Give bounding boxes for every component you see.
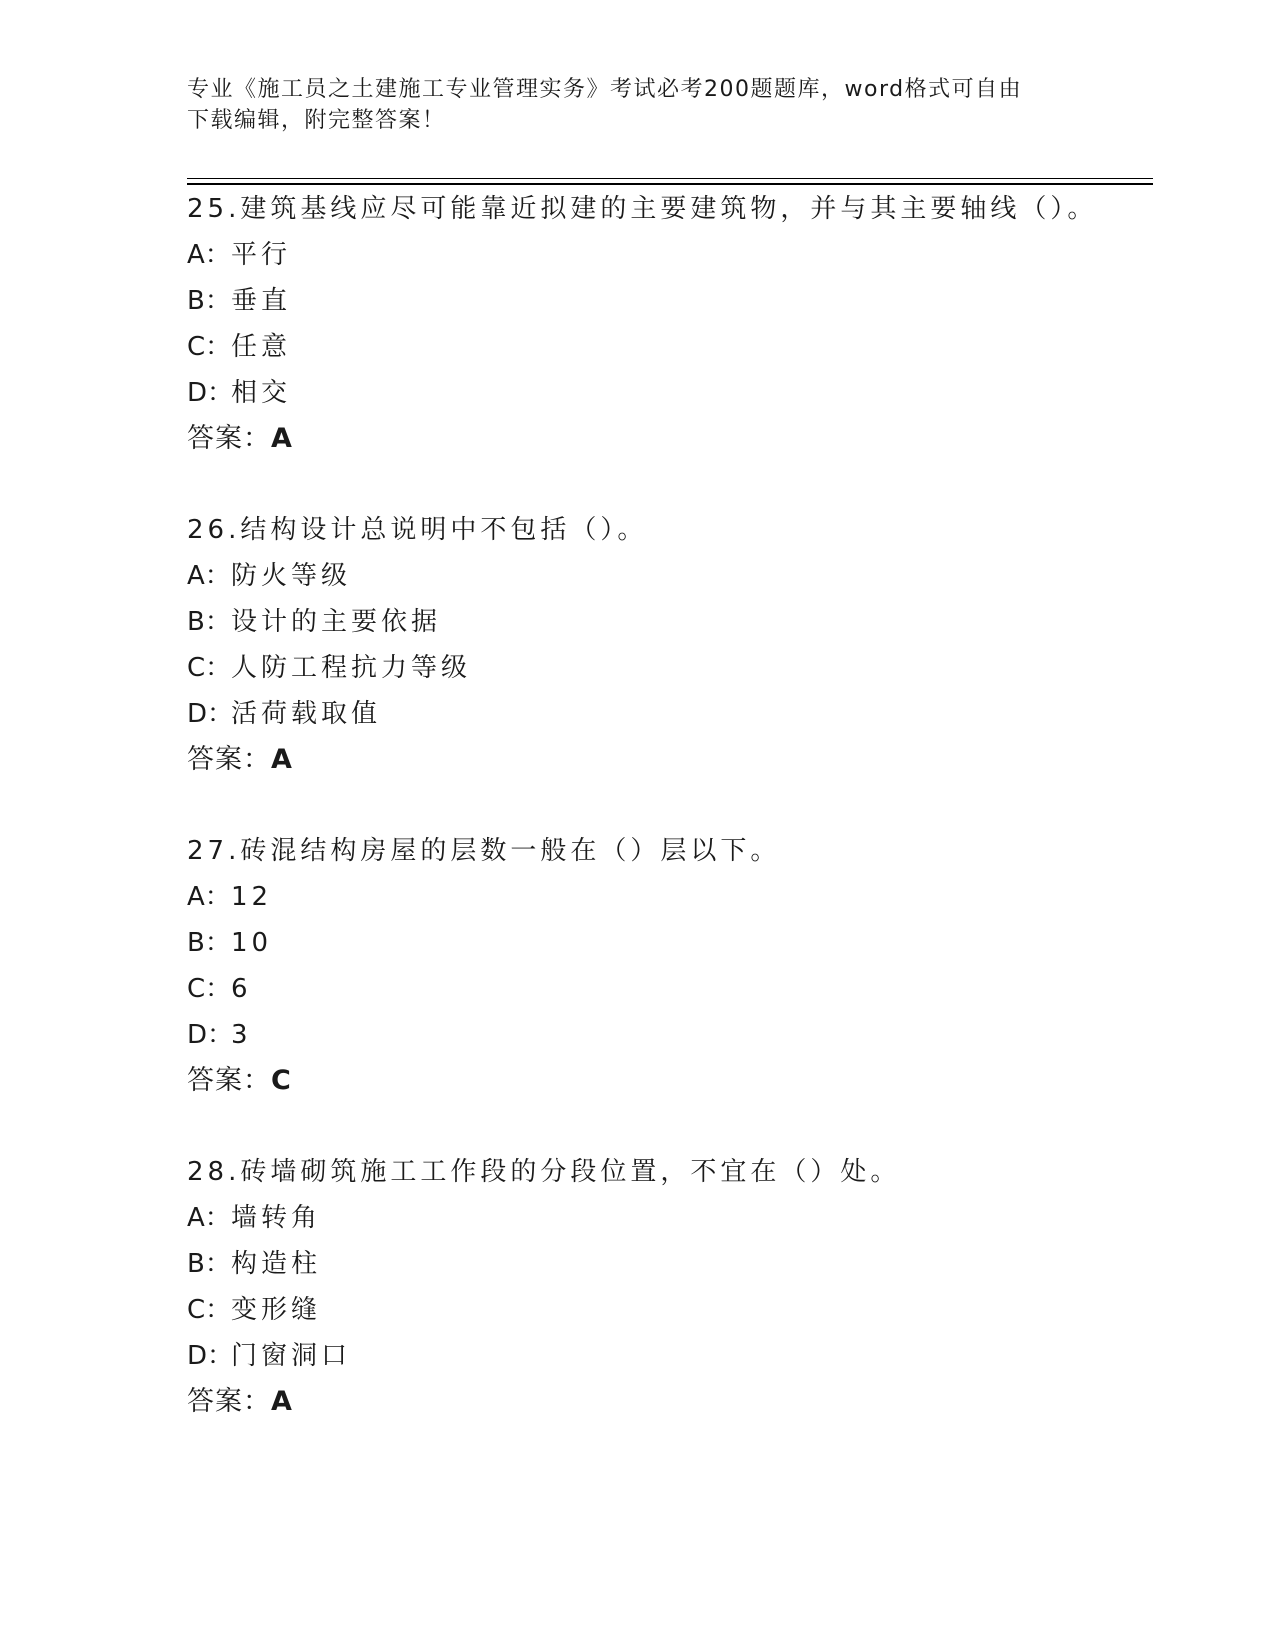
option-a [187,1195,1187,1241]
option-b [187,1241,1187,1287]
question-stem: 26.结构设计总说明中不包括（）。 [187,515,648,545]
option-c [187,645,1187,691]
header-line-1: 专业《施工员之土建施工专业管理实务》考试必考200题题库，word格式可自由 [187,77,1023,102]
question-stem: 27.砖混结构房屋的层数一般在（）层以下。 [187,836,781,866]
option-text: 6 [231,974,252,1004]
option-key: A： [187,561,231,591]
option-c [187,1287,1187,1333]
answer-line [187,737,1187,783]
option-key: B： [187,607,231,637]
option-d [187,691,1187,737]
option-text: 垂直 [231,286,292,316]
option-text: 设计的主要依据 [231,607,442,637]
option-text: 变形缝 [231,1295,322,1325]
option-key: C： [187,653,232,683]
option-text: 防火等级 [231,561,352,591]
header-divider-top [187,178,1153,179]
answer-label: 答案： [187,744,271,775]
option-c [187,966,1187,1012]
answer-value: A [271,744,293,775]
option-text: 3 [231,1020,252,1050]
question-block [187,186,1187,462]
option-text: 活荷载取值 [231,699,382,729]
answer-label: 答案： [187,1386,271,1417]
option-text: 平行 [231,240,292,270]
option-a [187,553,1187,599]
option-a [187,874,1187,920]
option-d [187,370,1187,416]
question-block [187,507,1187,783]
answer-value: A [271,423,293,454]
document-header [187,74,1087,136]
option-key: B： [187,928,231,958]
question-block [187,828,1187,1104]
answer-line [187,1058,1187,1104]
option-key: A： [187,882,231,912]
option-text: 10 [231,928,273,958]
option-text: 任意 [231,332,292,362]
option-d [187,1333,1187,1379]
option-b [187,920,1187,966]
option-key: C： [187,1295,232,1325]
option-d [187,1012,1187,1058]
option-key: B： [187,286,231,316]
header-line-2: 下载编辑，附完整答案！ [187,108,446,133]
answer-value: A [271,1386,293,1417]
option-text: 门窗洞口 [231,1341,352,1371]
option-c [187,324,1187,370]
option-key: A： [187,1203,231,1233]
option-a [187,232,1187,278]
option-text: 构造柱 [231,1249,322,1279]
option-text: 相交 [231,378,292,408]
option-key: B： [187,1249,231,1279]
header-divider-bottom [187,183,1153,185]
option-text: 12 [231,882,273,912]
question-stem: 25.建筑基线应尽可能靠近拟建的主要建筑物，并与其主要轴线（）。 [187,194,1098,224]
option-b [187,278,1187,324]
question-stem: 28.砖墙砌筑施工工作段的分段位置，不宜在（）处。 [187,1157,901,1187]
answer-label: 答案： [187,1065,271,1096]
option-text: 人防工程抗力等级 [231,653,472,683]
answer-line [187,416,1187,462]
answer-label: 答案： [187,423,271,454]
option-key: C： [187,332,232,362]
option-key: D： [187,378,234,408]
option-key: C： [187,974,232,1004]
answer-value: C [271,1065,292,1096]
answer-line [187,1379,1187,1425]
option-key: D： [187,699,234,729]
option-key: D： [187,1020,234,1050]
option-text: 墙转角 [231,1203,322,1233]
question-block [187,1149,1187,1425]
option-key: A： [187,240,231,270]
option-key: D： [187,1341,234,1371]
option-b [187,599,1187,645]
